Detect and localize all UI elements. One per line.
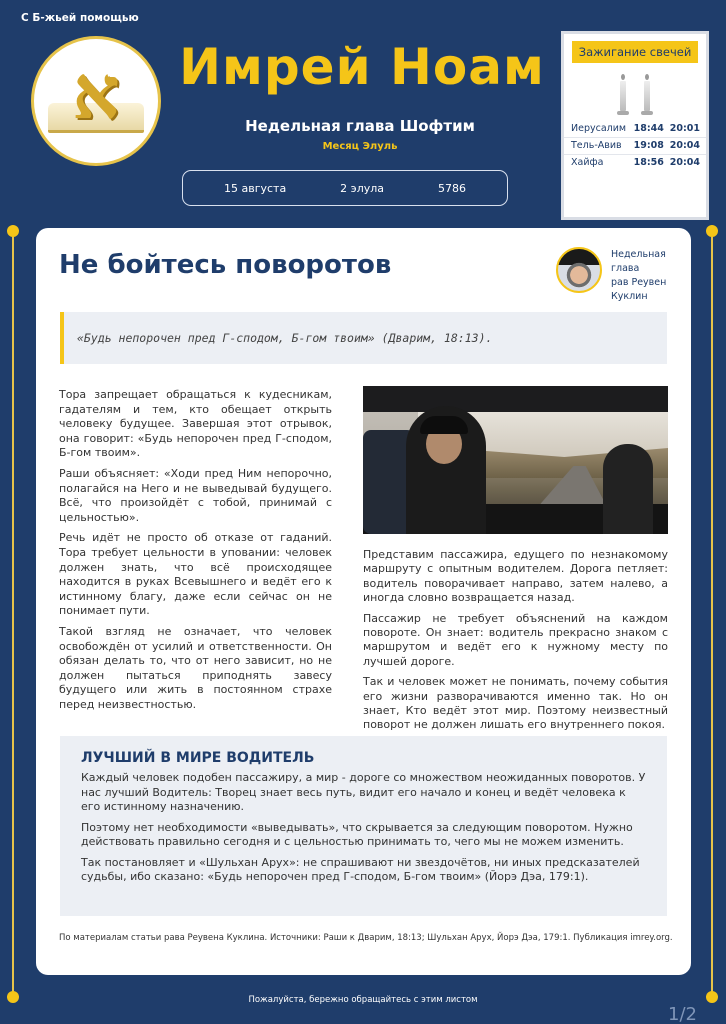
left-decorative-line xyxy=(12,231,14,997)
paragraph: Раши объясняет: «Ходи пред Ним непорочно, полагайся на Него и не выведывай будущего. Всё, что произойдёт с тобой, принимай с цельностью». xyxy=(59,466,332,524)
right-top-dot xyxy=(706,225,718,237)
left-top-dot xyxy=(7,225,19,237)
city-name: Тель-Авив xyxy=(571,140,622,151)
hebrew-date: 2 элула xyxy=(340,181,385,195)
article-card xyxy=(36,228,691,975)
candle-row xyxy=(564,155,706,171)
article-title: Не бойтесь поворотов xyxy=(59,250,392,280)
source-note: По материалам статьи рава Реувена Куклина. Источники: Раши к Дварим, 18:13; Шульхан Арух, Йорэ Дэа, 179:1. Публикация imrey.org. xyxy=(59,933,673,943)
aleph-letter-logo: א xyxy=(72,50,120,136)
box-paragraph: Каждый человек подобен пассажиру, а мир - дороге со множеством неожиданных поворотов. У нас лучший Водитель: Творец знает весь путь, видит его начало и конец и ведёт человека к его истинному назначению. xyxy=(81,771,646,813)
city-name: Иерусалим xyxy=(571,123,627,134)
month-label: Месяц Элуль xyxy=(322,141,398,152)
author-avatar xyxy=(556,247,602,293)
box-paragraph: Так постановляет и «Шульхан Арух»: не спрашивают ни звездочётов, ни иных предсказателей судьбы, ибо сказано: «Будь непорочен пред Г-сподом, Б-гом твоим» (Йорэ Дэа, 179:1). xyxy=(81,855,640,883)
paragraph: Речь идёт не просто об отказе от гаданий. Тора требует цельности в уповании: человек должен знать, что всё происходящее находится в руках Всевышнего и ведёт его к истинному благу, даже если сейчас он не понимает пути. xyxy=(59,531,332,618)
bus-passenger-photo xyxy=(363,386,668,534)
box-paragraph: Поэтому нет необходимости «выведывать», что скрывается за следующим поворотом. Нужно действовать правильно сегодня и с цельностью принимать то, чего мы не можем изменить. xyxy=(81,820,633,848)
verse-quote: «Будь непорочен пред Г-сподом, Б-гом твоим» (Дварим, 18:13). xyxy=(60,312,667,364)
gregorian-date: 15 августа xyxy=(223,181,287,195)
parsha-title: Недельная глава Шофтим xyxy=(245,117,475,135)
lighting-time: 18:56 xyxy=(633,157,664,168)
end-time: 20:01 xyxy=(669,123,700,134)
box-title: ЛУЧШИЙ В МИРЕ ВОДИТЕЛЬ xyxy=(81,750,315,766)
paragraph: Так и человек может не понимать, почему события его жизни разворачиваются именно так. Но он знает, Кто ведёт этот мир. Поэтому неизвестный поворот не должен лишать его внутреннего покоя. xyxy=(363,675,668,732)
lighting-time: 18:44 xyxy=(633,123,664,134)
paragraph: Представим пассажира, едущего по незнакомому маршруту с опытным водителем. Дорога петляет: водитель поворачивает направо, затем налево, а иногда словно возвращается назад. xyxy=(363,548,668,605)
newsletter-title: Имрей Ноам xyxy=(179,38,545,96)
blessing-text: С Б-жьей помощью xyxy=(21,12,139,24)
hebrew-year: 5786 xyxy=(437,181,466,195)
highlight-box xyxy=(60,736,667,916)
author-name: рав Реувен Куклин xyxy=(611,277,667,302)
lighting-time: 19:08 xyxy=(633,140,664,151)
paragraph: Такой взгляд не означает, что человек освобождён от усилий и ответственности. Он обязан делать то, что от него зависит, но не должен пытаться приподнять завесу будущего или жить в постоянном страхе перед неизвестностью. xyxy=(59,624,332,711)
right-decorative-line xyxy=(711,231,713,997)
end-time: 20:04 xyxy=(669,157,700,168)
article-left-column xyxy=(59,388,332,718)
end-time: 20:04 xyxy=(669,140,700,151)
footer-note: Пожалуйста, бережно обращайтесь с этим листом xyxy=(248,995,478,1005)
date-box xyxy=(182,170,508,206)
logo xyxy=(31,36,161,166)
candle-row xyxy=(564,121,706,138)
candle-lighting-title: Зажигание свечей xyxy=(572,41,698,63)
candle-lighting-panel xyxy=(561,31,709,220)
city-name: Хайфа xyxy=(571,157,604,168)
author-info xyxy=(611,248,691,304)
candle-row xyxy=(564,138,706,155)
page-number: 1/2 xyxy=(668,1004,697,1024)
paragraph: Тора запрещает обращаться к кудесникам, гадателям и тем, кто обещает открыть человеку будущее. Завершая этот отрывок, она говорит: «Будь непорочен пред Г-сподом, Б-гом твоим». xyxy=(59,388,332,460)
candles-icon xyxy=(564,63,706,121)
article-right-column xyxy=(363,548,668,739)
paragraph: Пассажир не требует объяснений на каждом повороте. Он знает: водитель прекрасно знаком с маршрутом и ведёт его к нужному месту по лучшей дороге. xyxy=(363,611,668,668)
author-section-label: Недельная глава xyxy=(611,249,666,274)
